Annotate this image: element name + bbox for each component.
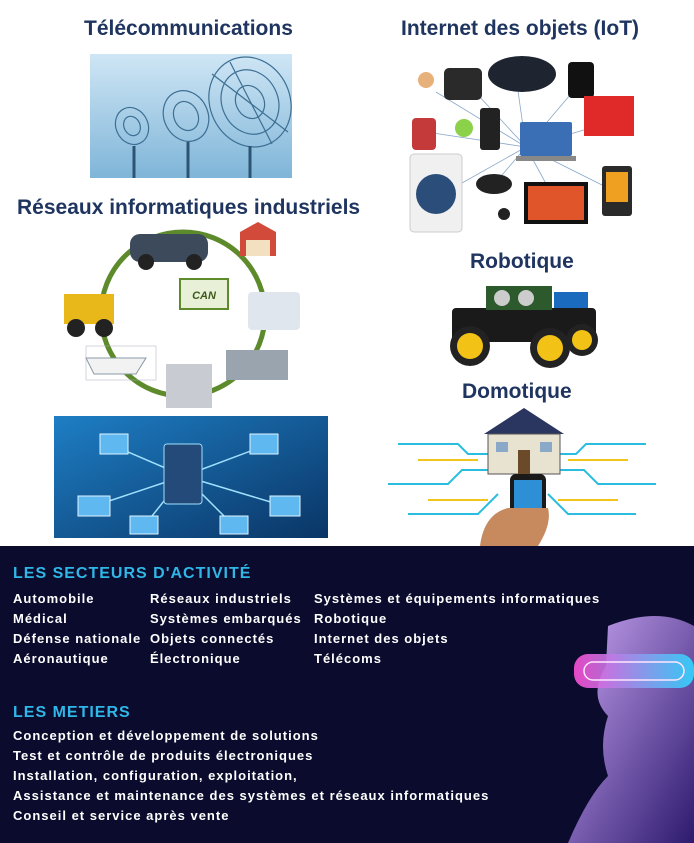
reseaux-cycle-image [58, 222, 308, 412]
iot-image [406, 52, 644, 234]
secteur-item: Systèmes et équipements informatiques [314, 591, 601, 606]
telecom-title: Télécommunications [84, 17, 293, 40]
bottom-section [0, 546, 694, 843]
secteur-item: Objets connectés [150, 631, 275, 646]
network-image [54, 416, 328, 538]
reseaux-title: Réseaux informatiques industriels [17, 196, 361, 219]
secteurs-heading: LES SECTEURS D'ACTIVITÉ [13, 565, 252, 582]
domotique-image [388, 404, 656, 546]
smart-home-icon [388, 404, 656, 546]
secteur-item: Médical [13, 611, 68, 626]
network-icon [54, 416, 328, 538]
satellite-dish-icon [90, 54, 292, 178]
metiers-heading: LES METIERS [13, 704, 131, 721]
secteur-item: Robotique [314, 611, 388, 626]
can-label: CAN [192, 290, 216, 302]
secteur-item: Internet des objets [314, 631, 449, 646]
secteur-item: Réseaux industriels [150, 591, 292, 606]
secteur-item: Automobile [13, 591, 95, 606]
secteur-item: Systèmes embarqués [150, 611, 302, 626]
iot-devices-icon [406, 52, 644, 234]
domotique-title: Domotique [462, 380, 572, 403]
secteur-item: Télécoms [314, 651, 382, 666]
industrial-network-icon [58, 222, 308, 412]
robot-car-icon [446, 272, 602, 372]
metier-item: Installation, configuration, exploitation, [13, 768, 298, 783]
metier-item: Conception et développement de solutions [13, 728, 319, 743]
secteur-item: Défense nationale [13, 631, 142, 646]
vr-head-icon [548, 606, 694, 843]
metier-item: Conseil et service après vente [13, 808, 230, 823]
telecom-image [90, 54, 292, 178]
robotique-title: Robotique [470, 250, 574, 273]
robotique-image [446, 272, 602, 372]
metier-item: Assistance et maintenance des systèmes et réseaux informatiques [13, 788, 490, 803]
iot-title: Internet des objets (IoT) [401, 17, 640, 40]
secteur-item: Aéronautique [13, 651, 109, 666]
metier-item: Test et contrôle de produits électroniques [13, 748, 314, 763]
secteur-item: Électronique [150, 651, 241, 666]
